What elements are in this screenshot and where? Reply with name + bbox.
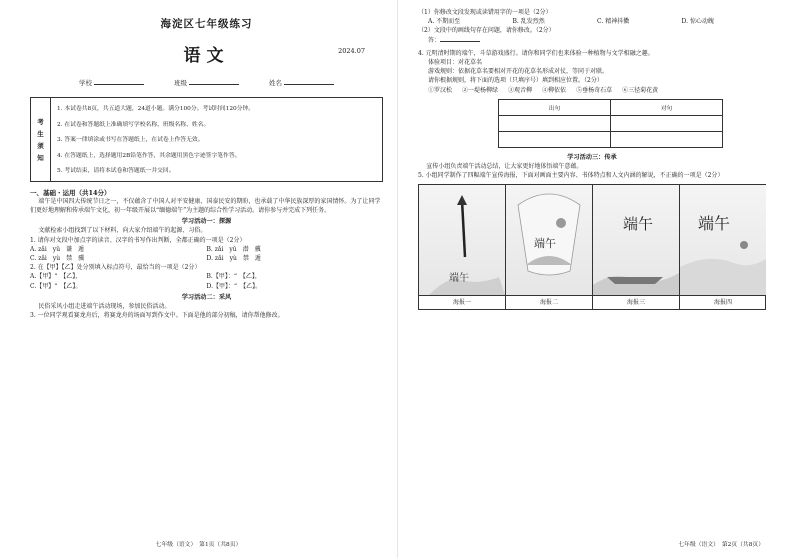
poster-1 [419,185,506,309]
exam-notice-box [30,97,383,182]
subject-name: 语文 [183,46,230,66]
option: ①罗汉松 [428,86,453,94]
poster-4-caption: 海报四 [680,295,766,309]
notice-item: 5. 考试结束，请将本试卷和答题纸一并交回。 [57,168,175,174]
subject-title [30,41,383,66]
rules-title: 体验项目：对花草名 [428,59,483,67]
question-1-options [30,245,383,263]
poster-3 [593,185,680,309]
poster-1-image [419,185,505,295]
option: ⑥三径菊花黄 [622,86,659,94]
poster-4-image [680,185,766,295]
question-2-options [30,272,383,290]
option-d[interactable]: D. 惊心动魄 [681,18,714,26]
exam-title: 海淀区七年级练习 [160,18,253,30]
poster-1-caption: 海报一 [419,295,505,309]
poster-4 [680,185,766,309]
page-2 [397,0,794,558]
page-footer: 七年级（语文） 第1页（共8页） [155,542,242,548]
poster-3-image [593,185,679,295]
option: ⑤垂杨奇石草 [576,86,613,94]
activity-2-heading: 学习活动二：采风 [181,293,232,301]
section-1-heading: 一、基础・运用（共14分） [30,189,111,197]
notice-item: 4. 在答题纸上，选择题用2B铅笔作答，其余题用黑色字迹签字笔作答。 [57,152,241,159]
answer-cell[interactable] [499,131,611,147]
poster-strip [418,184,766,310]
answer-cell[interactable] [499,115,611,131]
poster-2 [506,185,593,309]
option-a[interactable]: A.【甲】“ 【乙】， [30,273,82,281]
activity-2-text: 民俗采风小组走进端午活动现场，参加民俗活动。 [38,302,171,310]
poster-3-calligraphy: 端午 [623,215,654,234]
poster-2-calligraphy: 端午 [534,237,556,251]
poster-1-calligraphy: 端午 [449,273,469,285]
activity-3-heading: 学习活动三：传承 [567,153,617,161]
question-3-part-2: （2）文段中的画线句存在问题，请你修改。（2分） [418,27,555,35]
notice-item: 1. 本试卷共8页，共五道大题，24道小题。满分100分。考试时间120分钟。 [57,106,255,112]
option-a[interactable]: A. zǎi yǔ 谦 遁 [30,245,85,253]
option: ②一堤杨柳绿 [462,86,499,94]
name-field[interactable]: 姓名 [269,78,334,87]
notice-item: 2. 在试卷和答题纸上准确填写学校名称、班级名称、姓名。 [57,121,210,128]
option-a[interactable]: A. 不期而至 [428,18,461,26]
question-3-part-1: （1）你修改文段发现或读错用字的一项是（2分） [418,9,552,16]
activity-3-text: 宣传小组负责端午活动总结，让大家更好地体悟端午意蕴。 [426,162,583,170]
option-d[interactable]: D.【甲】：“ 【乙】。 [206,282,262,290]
option-c[interactable]: C.【甲】“ 【乙】。 [30,282,82,290]
question-3-part-1-options [418,17,766,26]
notice-items [51,98,260,181]
option-b[interactable]: B.【甲】：“ 【乙】， [206,273,261,281]
question-5: 5. 小组同学制作了四幅端午宣传海报，下面对画面主要内容、书体特点和人文内涵的解说，不正确的一项是（2分） [418,172,724,180]
poster-4-calligraphy: 端午 [698,214,731,234]
notice-item: 3. 答案一律填涂或书写在答题纸上，在试卷上作答无效。 [57,137,204,143]
rule-1: 游戏规则：依据花草名要相对开花的花草名形成对仗，等同于对联。 [428,68,609,76]
option-b[interactable]: B. 乱发烈然 [512,18,545,26]
rule-2: 请你根据规则，将下面的选项（只填序号）填到相应位置。（2分） [428,77,603,85]
question-4-options [418,86,766,95]
table-header: 对句 [611,99,723,115]
couplet-table [498,99,723,148]
poster-2-image [506,185,592,295]
question-1: 1. 请你对文段中加点字的读音、汉字的书写作出判断，全都正确的一项是（2分） [30,236,246,244]
option-c[interactable]: C. zǎi yù 禁 骥 [30,255,85,263]
answer-cell[interactable] [611,115,723,131]
question-2: 2. 在【甲】【乙】处分别填入标点符号，最恰当的一项是（2分） [30,264,201,272]
option: ③观音柳 [508,86,533,94]
section-intro: 端午是中国四大传统节日之一，不仅蕴含了中国人对平安健康、国泰民安的期盼，也承载了中华民族深厚的家国情怀。为了让同学们更好地理解和传承端午文化，初一年级开展以“缅德端午”为主题的综合性学习活动。请你参与并完成下列任务。 [30,198,381,215]
option-c[interactable]: C. 精神抖擞 [597,18,630,26]
answer-cell[interactable] [611,131,723,147]
school-field[interactable]: 学校 [79,78,144,87]
notice-label: 考 生 须 知 [31,98,51,181]
option-d[interactable]: D. zǎi yù 禁 遁 [206,255,261,263]
question-3: 3. 一位同学观看赛龙舟后，将赛龙舟的场面写到作文中。下面是他的部分初稿，请你帮他修改。 [30,312,284,320]
answer-line[interactable]: 答： [418,36,766,45]
student-info-fields [30,78,383,87]
exam-date: 2024.07 [338,47,365,55]
page-footer: 七年级（语文） 第2页（共8页） [678,542,764,548]
question-4: 4. 元明清时期的端午，斗草游戏盛行。请你和同学们也来体验一种植物与文学相融之趣。 [418,49,654,57]
class-field[interactable]: 班级 [174,78,239,87]
activity-1-text: 文献检索小组找到了以下材料，向大家介绍端午的起源、习俗。 [38,227,207,235]
activity-1-heading: 学习活动一：探源 [181,218,232,226]
option-b[interactable]: B. zǎi yǔ 潜 骥 [206,245,261,253]
option: ④柳依依 [542,86,567,94]
poster-2-caption: 海报二 [506,295,592,309]
table-header: 出句 [499,99,611,115]
poster-3-caption: 海报三 [593,295,679,309]
